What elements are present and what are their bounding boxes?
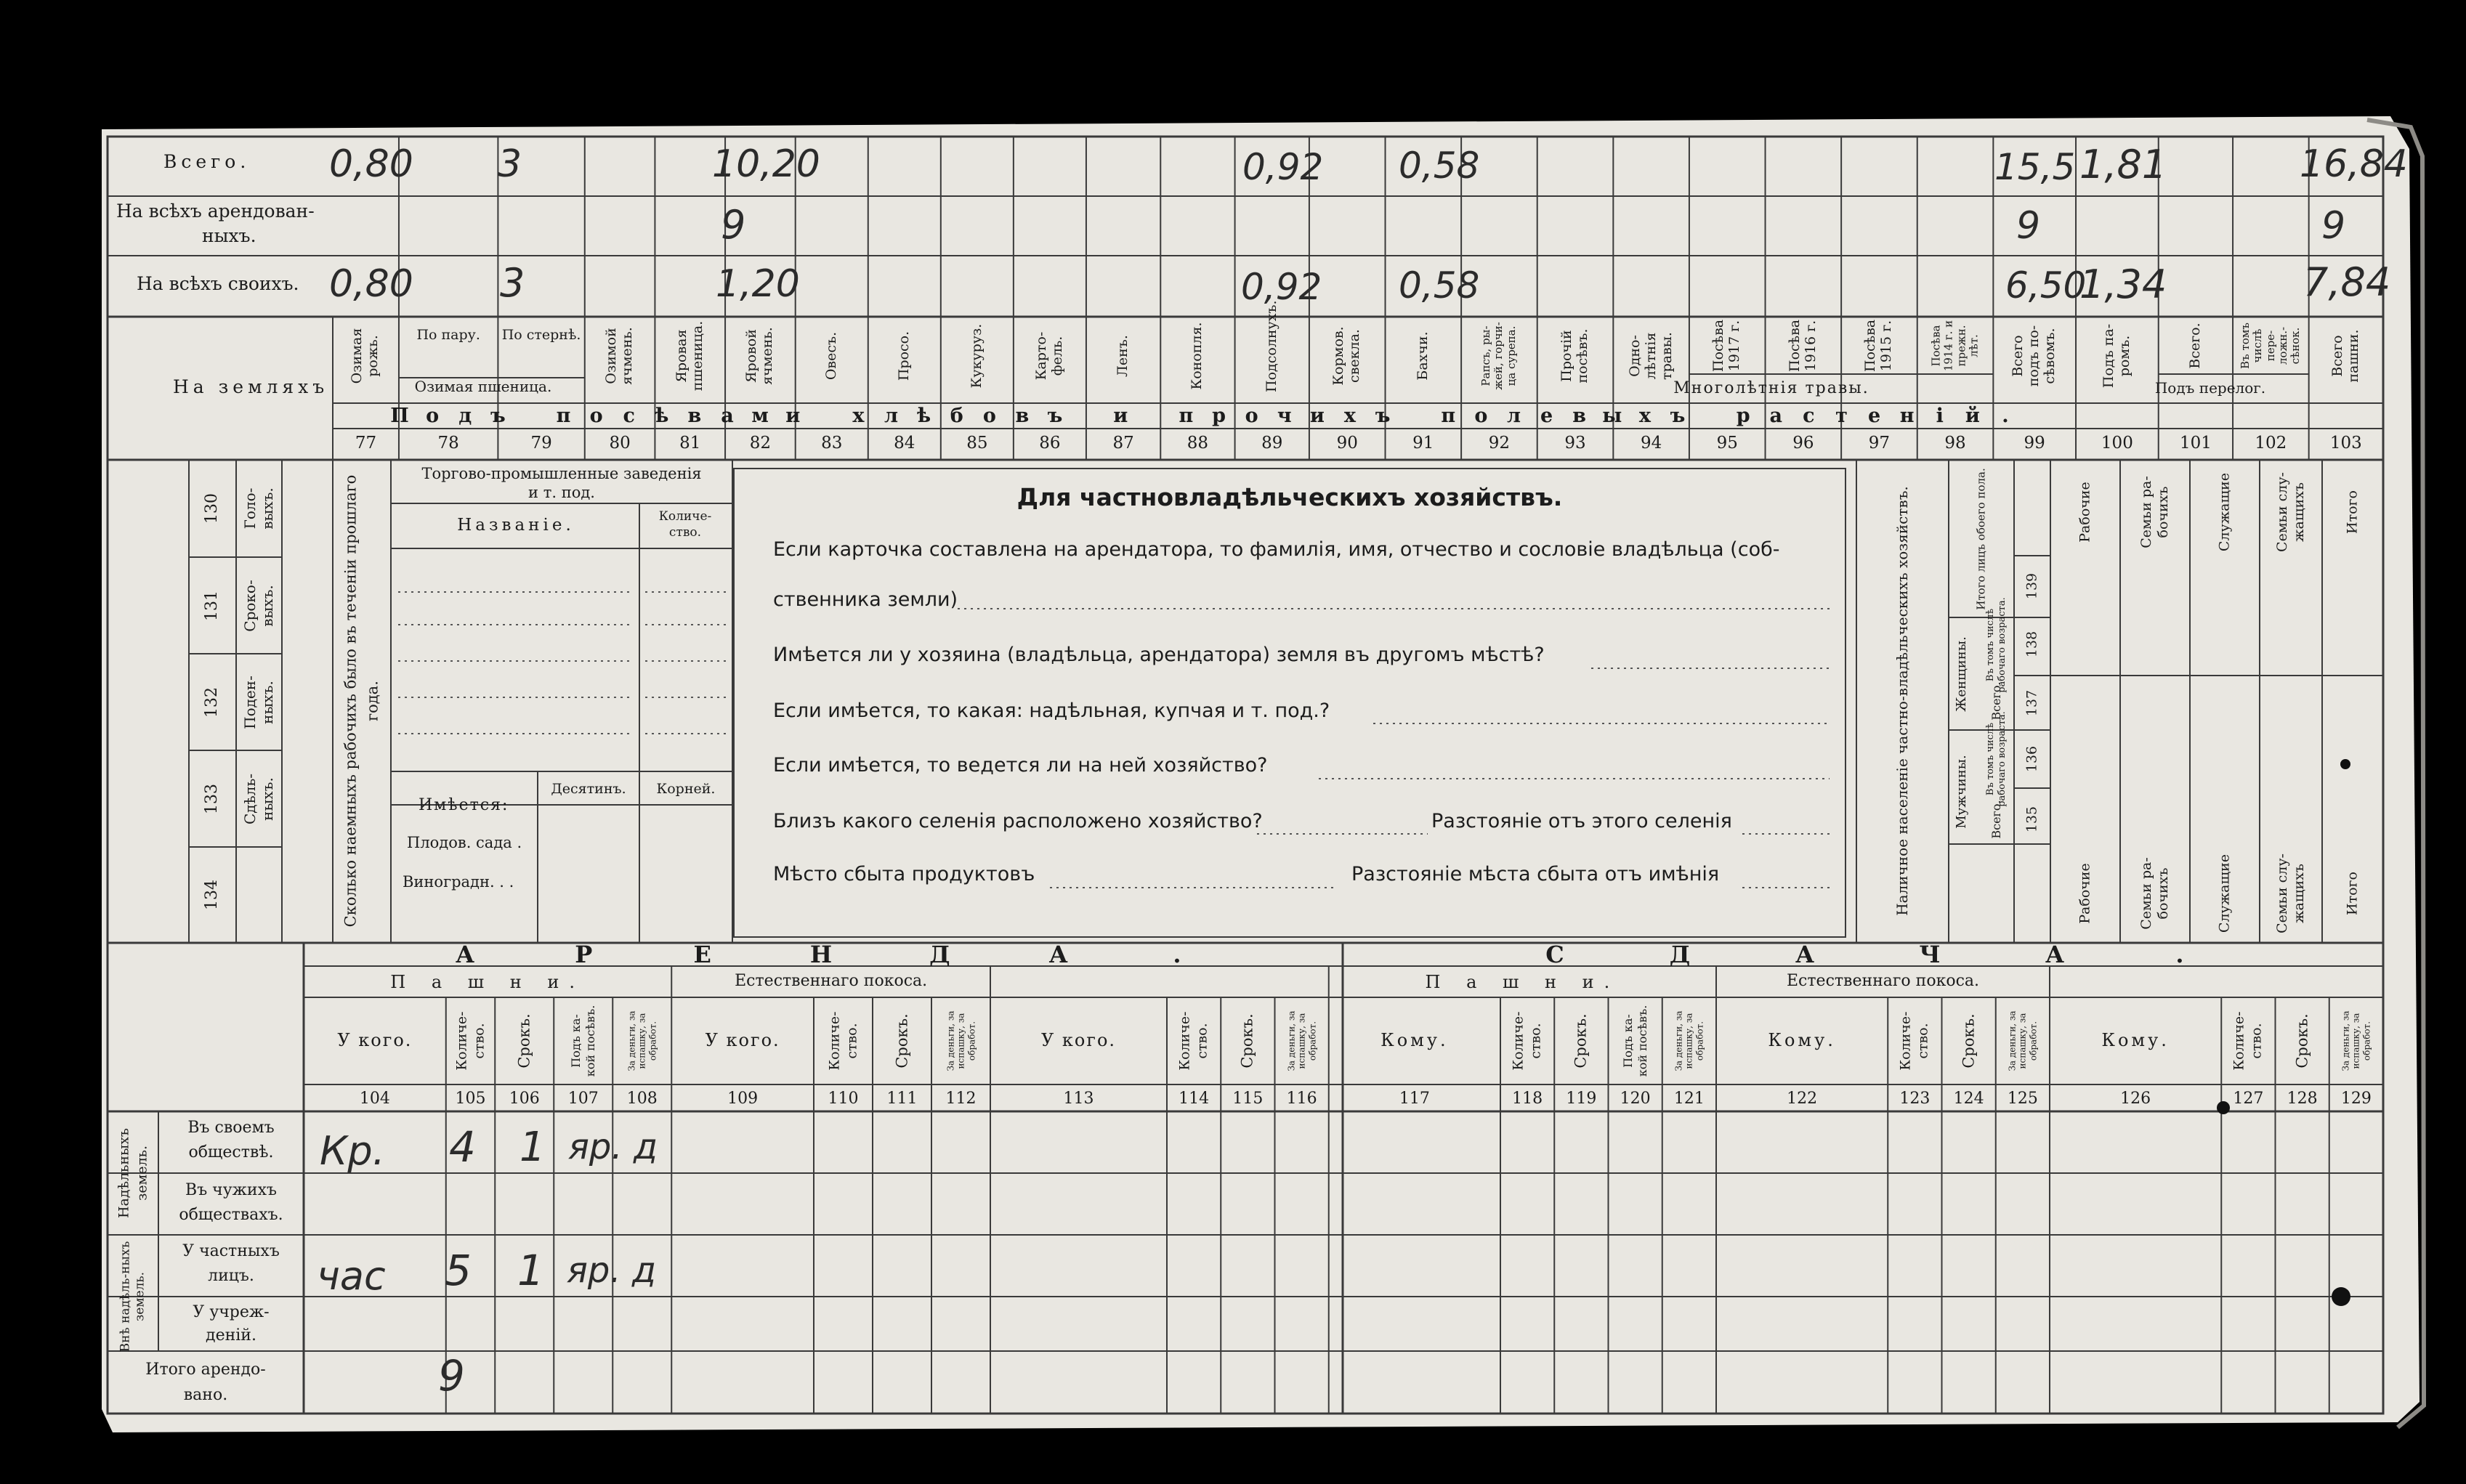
crop-header-82: Яровой ячмень. xyxy=(743,327,776,385)
crop-header-97: Посѣва 1915 г. xyxy=(1862,319,1895,372)
banner-letter: н xyxy=(1899,405,1915,427)
trade-imeetsya: Имѣется: xyxy=(419,796,509,814)
ink-blot xyxy=(2332,1287,2350,1306)
banner-letter: о xyxy=(1474,405,1488,427)
col-head-117: Кому. xyxy=(1380,1030,1449,1050)
banner-letter: в xyxy=(1015,405,1030,427)
banner-letter: ч xyxy=(1277,405,1292,427)
pop-muzh-vsego: Всего. xyxy=(1989,800,2003,839)
col-head-129: За деньги, за испашку, за обработ. xyxy=(2340,1010,2372,1071)
row-itogo-1: Итого арендо- xyxy=(145,1361,266,1379)
col-head-118: Количе-ство. xyxy=(1510,1011,1544,1071)
col-num-86: 86 xyxy=(1039,434,1061,453)
col-head-105: Количе-ство. xyxy=(453,1011,487,1071)
col-num-107: 107 xyxy=(567,1090,599,1108)
col-num-97: 97 xyxy=(1868,434,1891,453)
pop-zhenshchin: Женщины. xyxy=(1954,636,1969,712)
crop-header-95: Посѣва 1917 г. xyxy=(1710,319,1743,372)
private-q2: Имѣется ли у хозяина (владѣльца, арендатора) земля въ другомъ мѣстѣ? xyxy=(773,644,1545,666)
arenda-letters-3: Н xyxy=(809,941,833,968)
livestock-num-130: 130 xyxy=(203,493,221,524)
staff-col-bottom-1: Семьи ра-бочихъ xyxy=(2138,857,2171,930)
hw-r3-104: час xyxy=(317,1253,386,1299)
staff-col-top-0: Рабочие xyxy=(2077,482,2093,543)
crop-header-86: Карто-фель. xyxy=(1033,331,1065,381)
col-num-101: 101 xyxy=(2179,434,2212,453)
col-num-106: 106 xyxy=(509,1090,540,1108)
col-num-117: 117 xyxy=(1399,1090,1430,1108)
banner-letter: п xyxy=(1179,405,1194,427)
banner-letter: ъ xyxy=(490,405,506,427)
crop-header-81: Яровая пшеница. xyxy=(673,320,706,392)
col-head-123: Количе-ство. xyxy=(1897,1011,1931,1071)
banner-letter: о xyxy=(982,405,996,427)
trade-sad: Плодов. сада . xyxy=(407,834,522,851)
col-head-106: Срокъ. xyxy=(515,1013,533,1069)
col-num-88: 88 xyxy=(1186,434,1209,453)
row-chast-1: У частныхъ xyxy=(182,1242,280,1260)
crop-header-102: Въ томъ числѣ пере-ложн.-сѣнок. xyxy=(2239,323,2303,369)
banner-letter: ъ xyxy=(1047,405,1063,427)
col-num-115: 115 xyxy=(1232,1090,1264,1108)
hw-r1-107: яр. д xyxy=(568,1127,658,1167)
col-num-99: 99 xyxy=(2024,434,2045,453)
col-num-118: 118 xyxy=(1512,1090,1543,1108)
banner-letter: т xyxy=(1835,405,1848,427)
banner-letter: х xyxy=(852,405,865,427)
col-num-85: 85 xyxy=(966,434,988,453)
crop-header-91: Бахчи. xyxy=(1414,331,1431,381)
col-head-112: За деньги, за испашку, за обработ. xyxy=(945,1010,977,1071)
banner-letter: б xyxy=(950,405,963,427)
crop-header-78: По пару. xyxy=(416,327,480,343)
hw-svoikh-79: 3 xyxy=(500,260,525,306)
col-num-116: 116 xyxy=(1286,1090,1317,1108)
hw-svoikh-91: 0,58 xyxy=(1399,264,1480,307)
hw-r1-106: 1 xyxy=(520,1124,546,1171)
col-head-110: Количе-ство. xyxy=(825,1011,860,1071)
col-head-113: У кого. xyxy=(1040,1030,1117,1050)
staff-col-top-4: Итого xyxy=(2344,490,2361,534)
hw-vsego-99: 15,5 xyxy=(1994,146,2076,188)
group-nadel: Надѣльныхъ земель. xyxy=(116,1127,150,1219)
banner-letter: в xyxy=(687,405,702,427)
col-num-96: 96 xyxy=(1792,434,1814,453)
hw-vsego-77: 0,80 xyxy=(329,142,413,186)
pashni-arenda: П а ш н и. xyxy=(390,972,585,992)
col-head-104: У кого. xyxy=(337,1030,413,1050)
staff-col-bottom-2: Служащие xyxy=(2216,853,2233,933)
arenda-letters-5: А xyxy=(1048,941,1068,968)
crop-header-92: Рапсъ, ры-жей, горчи-ца сурепа. xyxy=(1479,322,1519,390)
row-itogo-2: вано. xyxy=(183,1386,228,1404)
banner-letter: м xyxy=(751,405,769,427)
banner-letter: е xyxy=(1540,405,1553,427)
livestock-label-133: Сдѣль-ныхъ. xyxy=(241,773,276,824)
crop-header-79: По стернѣ. xyxy=(501,327,581,343)
private-q1a: Если карточка составлена на арендатора, то фамилiя, имя, отчество и сословiе владѣльца (соб- xyxy=(773,538,1780,561)
crop-header-103: Всего пашни. xyxy=(2329,329,2361,383)
col-num-89: 89 xyxy=(1261,434,1283,453)
group-label-ozimaya: Озимая пшеница. xyxy=(414,378,552,395)
row-svoem-2: обществѣ. xyxy=(188,1143,274,1161)
crop-header-85: Кукуруз. xyxy=(968,323,985,389)
staff-col-top-3: Семьи слу-жащихъ xyxy=(2274,472,2307,552)
sdacha-letters-2: А xyxy=(1795,941,1815,968)
banner-letter: р xyxy=(1736,405,1750,427)
hw-vsego-79: 3 xyxy=(498,142,522,186)
sdacha-letters-4: А xyxy=(2045,941,2065,968)
staff-col-top-1: Семьи ра-бочихъ xyxy=(2138,476,2171,548)
col-num-95: 95 xyxy=(1716,434,1738,453)
hw-r3-105: 5 xyxy=(445,1246,472,1295)
banner-letter: п xyxy=(1441,405,1456,427)
col-head-116: За деньги, за испашку, за обработ. xyxy=(1286,1010,1317,1071)
banner-letter: л xyxy=(884,405,899,427)
sdacha-letters-0: С xyxy=(1545,941,1564,968)
col-num-90: 90 xyxy=(1336,434,1358,453)
col-num-81: 81 xyxy=(679,434,701,453)
trade-name-col: Названiе. xyxy=(457,516,575,535)
col-num-78: 78 xyxy=(437,434,459,453)
col-num-108: 108 xyxy=(626,1090,658,1108)
col-num-98: 98 xyxy=(1944,434,1966,453)
banner-letter: с xyxy=(1803,405,1815,427)
banner-letter: о xyxy=(1245,405,1258,427)
row-label-na-zemlyakh: На земляхъ xyxy=(173,376,329,397)
row-label-vsego: Всего. xyxy=(163,151,251,172)
livestock-label-131: Сроко-выхъ. xyxy=(241,579,276,632)
banner-letter: ъ xyxy=(1670,405,1686,427)
col-head-124: Срокъ. xyxy=(1960,1013,1978,1069)
banner-letter: е xyxy=(1867,405,1881,427)
hw-vsego-103: 16,84 xyxy=(2300,142,2408,186)
pop-num-136: 136 xyxy=(2024,745,2040,773)
banner-letter: . xyxy=(2002,405,2009,427)
col-num-83: 83 xyxy=(821,434,843,453)
hw-arend-99: 9 xyxy=(2016,204,2041,248)
crop-header-101: Всего. xyxy=(2186,323,2203,369)
col-num-114: 114 xyxy=(1179,1090,1210,1108)
banner-letter: х xyxy=(1343,405,1357,427)
crop-header-98: Посѣва 1914 г. и прежн. лѣт. xyxy=(1929,320,1981,372)
col-num-77: 77 xyxy=(355,434,377,453)
row-chuzh-2: обществахъ. xyxy=(179,1206,283,1224)
crop-header-80: Озимой ячмень. xyxy=(603,327,636,385)
livestock-num-133: 133 xyxy=(203,783,221,814)
col-num-109: 109 xyxy=(727,1090,759,1108)
crop-header-77: Озимая рожь. xyxy=(349,328,381,384)
col-num-93: 93 xyxy=(1564,434,1586,453)
crop-header-84: Просо. xyxy=(895,331,912,381)
banner-letter: о xyxy=(589,405,603,427)
row-label-arend-1: На всѣхъ арендован- xyxy=(116,200,315,222)
hw-arend-82: 9 xyxy=(721,202,746,248)
pop-zhen-v-tom: Въ томъ числѣ рабочаго возраста. xyxy=(1984,597,2008,693)
ink-blot xyxy=(2340,759,2350,769)
group-label-mnogolet: Многолѣтнiя травы. xyxy=(1673,379,1869,397)
banner-letter: и xyxy=(785,405,801,427)
col-num-120: 120 xyxy=(1620,1090,1651,1108)
trade-desyatin: Десятинъ. xyxy=(551,781,626,797)
hw-r1-105: 4 xyxy=(449,1122,476,1172)
pashni-sdacha: П а ш н и. xyxy=(1425,972,1620,992)
col-head-111: Срокъ. xyxy=(893,1013,910,1069)
col-head-119: Срокъ. xyxy=(1572,1013,1590,1069)
col-num-121: 121 xyxy=(1673,1090,1705,1108)
row-chuzh-1: Въ чужихъ xyxy=(185,1181,277,1199)
col-head-115: Срокъ. xyxy=(1238,1013,1256,1069)
col-head-120: Подъ ка-кой посѣвъ. xyxy=(1620,1005,1649,1077)
banner-letter: с xyxy=(623,405,635,427)
hw-svoikh-77: 0,80 xyxy=(329,262,413,306)
staff-col-bottom-0: Рабочие xyxy=(2077,863,2093,924)
trade-header-2: и т. под. xyxy=(528,484,595,501)
staff-col-bottom-4: Итого xyxy=(2344,872,2361,915)
col-num-119: 119 xyxy=(1566,1090,1597,1108)
pop-num-135: 135 xyxy=(2024,806,2040,833)
arenda-letters-6: . xyxy=(1173,941,1181,968)
col-num-100: 100 xyxy=(2101,434,2133,453)
col-num-82: 82 xyxy=(749,434,772,453)
hw-r3-107: яр. д xyxy=(567,1250,657,1291)
banner-letter: й xyxy=(1965,405,1980,427)
banner-letter: ы xyxy=(1602,405,1622,427)
banner-letter: л xyxy=(1506,405,1521,427)
col-head-122: Кому. xyxy=(1768,1030,1836,1050)
private-q4: Если имѣется, то ведется ли на ней хозяйство? xyxy=(773,754,1268,777)
private-q5a: Близъ какого селенiя расположено хозяйство? xyxy=(773,810,1263,832)
crop-header-87: Ленъ. xyxy=(1115,335,1131,377)
hw-vsego-89: 0,92 xyxy=(1242,146,1324,188)
hw-svoikh-89: 0,92 xyxy=(1241,266,1322,308)
col-head-108: За деньги, за испашку, за обработ. xyxy=(626,1010,658,1071)
row-uchr-2: денiй. xyxy=(206,1326,256,1345)
col-num-104: 104 xyxy=(359,1090,390,1108)
trade-korney: Корней. xyxy=(656,781,716,797)
pop-num-137: 137 xyxy=(2024,689,2040,717)
hw-svoikh-99: 6,50 xyxy=(2005,264,2087,307)
col-num-124: 124 xyxy=(1953,1090,1984,1108)
hw-itogo-105: 9 xyxy=(438,1351,465,1400)
row-chast-2: лицъ. xyxy=(208,1267,254,1285)
crop-header-94: Одно-лѣтнiя травы. xyxy=(1626,332,1675,380)
sdacha-letters-1: Д xyxy=(1669,941,1691,968)
col-num-79: 79 xyxy=(530,434,552,453)
group-label-perelog: Подъ перелог. xyxy=(2154,379,2266,397)
banner-letter: а xyxy=(721,405,734,427)
col-head-121: За деньги, за испашку, за обработ. xyxy=(1673,1010,1705,1071)
hw-vsego-100: 1,81 xyxy=(2079,142,2167,187)
col-num-92: 92 xyxy=(1488,434,1511,453)
arenda-letters-1: Р xyxy=(575,941,593,968)
col-num-122: 122 xyxy=(1787,1090,1818,1108)
crop-header-93: Прочiй посѣвъ. xyxy=(1559,328,1591,384)
crop-header-89: Подсолнухъ. xyxy=(1263,300,1280,392)
pop-itogo: Итого лицъ обоего пола. xyxy=(1974,468,1988,610)
col-num-113: 113 xyxy=(1063,1090,1094,1108)
banner-letter: п xyxy=(556,405,571,427)
livestock-num-134: 134 xyxy=(203,880,221,910)
banner-letter: р xyxy=(1212,405,1226,427)
private-title: Для частновладѣльческихъ хозяйствъ. xyxy=(1016,483,1563,511)
crop-header-83: Овесъ. xyxy=(822,331,839,381)
row-label-svoikh: На всѣхъ своихъ. xyxy=(137,273,299,294)
pokosa-sdacha: Естественнаго покоса. xyxy=(1786,972,1980,990)
crop-header-90: Кормов. свекла. xyxy=(1330,326,1363,386)
private-q5b: Разстоянiе отъ этого селенiя xyxy=(1431,810,1732,832)
trade-qty-col: Количе-ство. xyxy=(658,509,712,540)
private-q6a: Мѣсто сбыта продуктовъ xyxy=(773,863,1035,885)
livestock-num-131: 131 xyxy=(203,590,221,621)
col-num-80: 80 xyxy=(609,434,631,453)
col-head-107: Подъ ка-кой посѣвъ. xyxy=(568,1005,597,1077)
row-uchr-1: У учреж- xyxy=(193,1303,270,1321)
pop-muzhchin: Мужчины. xyxy=(1954,755,1969,829)
col-num-127: 127 xyxy=(2233,1090,2264,1108)
col-num-112: 112 xyxy=(945,1090,977,1108)
trade-header-1: Торгово-промышленные заведенiя xyxy=(421,465,702,482)
col-head-114: Количе-ство. xyxy=(1176,1011,1210,1071)
crops-banner xyxy=(0,405,2466,434)
sdacha-letters-3: Ч xyxy=(1919,941,1941,968)
livestock-num-132: 132 xyxy=(203,686,221,718)
col-num-125: 125 xyxy=(2007,1090,2038,1108)
hw-svoikh-82: 1,20 xyxy=(716,262,800,306)
banner-letter: а xyxy=(1769,405,1783,427)
hw-r3-106: 1 xyxy=(517,1246,544,1295)
col-num-94: 94 xyxy=(1640,434,1662,453)
crop-header-100: Подъ па-ромъ. xyxy=(2101,323,2133,389)
arenda-letters-2: Е xyxy=(693,941,711,968)
col-head-128: Срокъ. xyxy=(2293,1013,2311,1069)
banner-letter: ѣ xyxy=(655,405,669,427)
banner-letter: д xyxy=(458,405,472,427)
col-head-109: У кого. xyxy=(705,1030,780,1050)
pop-zhen-vsego: Всего. xyxy=(1989,681,2003,721)
hw-r1-104: Кр. xyxy=(320,1128,385,1174)
private-q3: Если имѣется, то какая: надѣльная, купчая и т. под.? xyxy=(773,700,1330,722)
hw-vsego-82: 10,20 xyxy=(712,142,820,186)
col-num-84: 84 xyxy=(894,434,915,453)
col-num-110: 110 xyxy=(828,1090,859,1108)
pop-num-139: 139 xyxy=(2024,572,2040,600)
crop-header-99: Всего подъ по-сѣвомъ. xyxy=(2010,325,2058,387)
arenda-letters-0: А xyxy=(455,941,475,968)
private-q1b: ственника земли) xyxy=(773,588,958,611)
workers-question: Сколько наемныхъ рабочихъ было въ теченiи прошлаго года. xyxy=(341,474,381,928)
hw-vsego-91: 0,58 xyxy=(1399,145,1480,187)
ink-blot xyxy=(2217,1101,2230,1114)
col-num-103: 103 xyxy=(2329,434,2362,453)
col-num-102: 102 xyxy=(2255,434,2287,453)
row-svoem-1: Въ своемъ xyxy=(187,1119,275,1137)
pop-muzh-v-tom: Въ томъ числѣ рабочаго возраста. xyxy=(1984,711,2008,807)
banner-letter: ѣ xyxy=(917,405,931,427)
row-label-arend-2: ныхъ. xyxy=(202,225,256,246)
col-num-91: 91 xyxy=(1412,434,1434,453)
banner-letter: i xyxy=(1936,405,1944,427)
col-num-123: 123 xyxy=(1899,1090,1931,1108)
sdacha-letters-5: . xyxy=(2175,941,2184,968)
trade-vinograd: Виноградн. . . xyxy=(403,873,514,891)
hw-svoikh-103: 7,84 xyxy=(2303,259,2391,305)
staff-col-top-2: Служащие xyxy=(2216,472,2233,552)
livestock-label-130: Голо-выхъ. xyxy=(241,487,276,530)
banner-letter: ъ xyxy=(1375,405,1391,427)
col-num-126: 126 xyxy=(2120,1090,2151,1108)
banner-letter: в xyxy=(1572,405,1587,427)
pop-num-138: 138 xyxy=(2024,631,2040,658)
crop-header-96: Посѣва 1916 г. xyxy=(1786,319,1819,372)
banner-letter: о xyxy=(426,405,440,427)
col-num-129: 129 xyxy=(2340,1090,2372,1108)
col-num-128: 128 xyxy=(2287,1090,2318,1108)
col-num-87: 87 xyxy=(1112,434,1134,453)
livestock-label-132: Поден-ныхъ. xyxy=(241,675,276,729)
staff-col-bottom-3: Семьи слу-жащихъ xyxy=(2274,853,2307,933)
col-head-127: Количе-ство. xyxy=(2231,1011,2265,1071)
col-head-126: Кому. xyxy=(2101,1030,2170,1050)
crop-header-88: Конопля. xyxy=(1189,322,1205,390)
col-num-111: 111 xyxy=(886,1090,918,1108)
banner-letter: и xyxy=(1113,405,1128,427)
banner-letter: и xyxy=(1309,405,1325,427)
pokosa-arenda: Естественнаго покоса. xyxy=(735,972,928,990)
arenda-letters-4: Д xyxy=(929,941,950,968)
banner-letter: х xyxy=(1638,405,1651,427)
col-head-125: За деньги, за испашку, за обработ. xyxy=(2007,1010,2039,1071)
col-num-105: 105 xyxy=(455,1090,486,1108)
hw-svoikh-100: 1,34 xyxy=(2079,261,2167,307)
hw-arend-103: 9 xyxy=(2321,204,2346,248)
banner-letter: П xyxy=(390,405,409,427)
population-title: Наличное населенiе частно-владѣльческихъ хозяйствъ. xyxy=(1893,486,1911,916)
private-q6b: Разстоянiе мѣста сбыта отъ имѣнiя xyxy=(1351,863,1720,885)
group-vne: Внѣ надѣль-ныхъ земель. xyxy=(118,1241,147,1353)
